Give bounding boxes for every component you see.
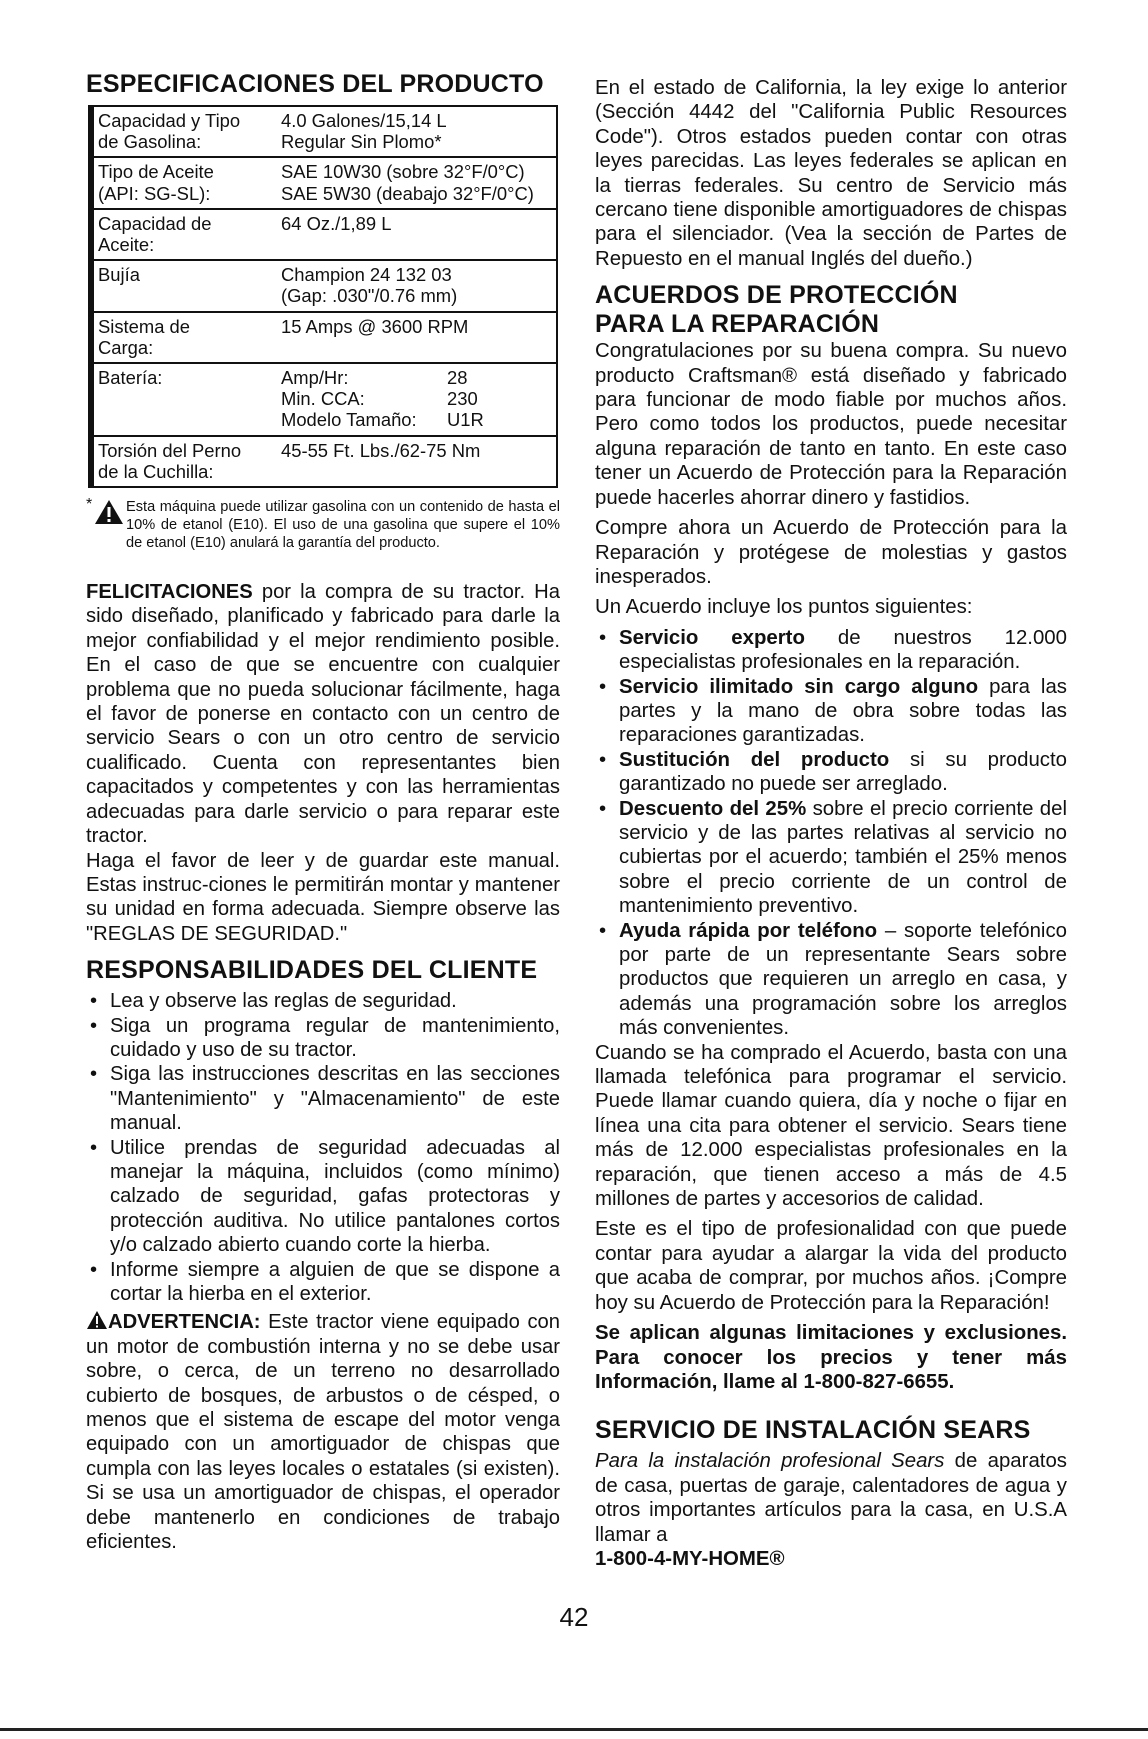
installation-italic: Para la instalación profesional Sears xyxy=(595,1450,945,1473)
spec-value-line: 45-55 Ft. Lbs./62-75 Nm xyxy=(281,439,481,461)
acuerdos-title: ACUERDOS DE PROTECCIÓN PARA LA REPARACIÓN xyxy=(595,281,958,339)
responsibility-item: • Informe siempre a alguien de que se dispone a cortar la hierba en el exterior. xyxy=(86,1258,560,1307)
spec-value xyxy=(277,363,557,436)
congrats-text: por la compra de su tractor. Ha sido diseñado, planificado y fabricado para darle la mejor confiabilidad y el mejor rendimiento posible. En el caso de que se encuentre con cualquier problema que no pueda solucionar fácilmente, haga el favor de ponerse en contacto con un centro de servicio Sears o con un otro centro de servicio cualificado. Cuenta con representantes bien capacitados y competentes y con las herramientas adecuadas para darle servicio o para reparar este tractor. xyxy=(86,581,560,848)
bottom-rule xyxy=(0,1728,1148,1731)
acuerdos-list xyxy=(595,626,1067,1041)
battery-spec-name: Modelo Tamaño: xyxy=(281,409,417,431)
spec-value-line: 15 Amps @ 3600 RPM xyxy=(281,315,469,337)
acuerdo-item-bold: Descuento del 25% xyxy=(619,797,807,820)
congrats-bold: FELICITACIONES xyxy=(86,581,253,604)
ethanol-footnote xyxy=(86,498,560,552)
spec-row xyxy=(91,363,557,436)
acuerdo-item xyxy=(595,797,1067,919)
acuerdo-item-text: para las partes y la mano de obra sobre todas las reparaciones garantizadas. xyxy=(619,675,1067,747)
responsibilities-title: RESPONSABILIDADES DEL CLIENTE xyxy=(86,956,538,985)
acuerdo-item xyxy=(595,748,1067,797)
footnote-text: Esta máquina puede utilizar gasolina con un contenido de hasta el 10% de etanol (E10). El uso de una gasolina que supere el 10% de etanol (E10) anulará la garantía del producto. xyxy=(126,499,560,552)
installation-paragraph xyxy=(595,1449,1067,1547)
acuerdos-buy-now: Compre ahora un Acuerdo de Protección para la Reparación y protégese de molestias y gastos inesperados. xyxy=(595,517,1067,588)
spec-label xyxy=(91,312,277,363)
battery-spec-name: Amp/Hr: xyxy=(281,367,349,389)
right-column xyxy=(595,70,1067,1571)
spec-row xyxy=(91,312,557,363)
congrats-paragraph xyxy=(86,580,560,848)
battery-spec-value: 230 xyxy=(447,388,478,410)
acuerdos-professional: Este es el tipo de profesionalidad con que puede contar para ayudar a alargar la vida del producto que acaba de comprar, por muchos años. ¡Compre hoy su Acuerdo de Protección para la Reparación! xyxy=(595,1218,1067,1314)
spec-value xyxy=(277,157,557,208)
spec-value xyxy=(277,106,557,157)
spec-value-line: (Gap: .030"/0.76 mm) xyxy=(281,285,458,307)
installation-phone: 1-800-4-MY-HOME® xyxy=(595,1547,785,1570)
acuerdos-call: Cuando se ha comprado el Acuerdo, basta con una llamada telefónica para programar el servicio. Puede llamar cuando quiera, día y noche o fijar en línea una cita para obtener el servicio. Sears tiene más de 12.000 especialistas profesionales en la reparación, que tienen acceso a más de 4.5 millones de partes y accesorios de calidad. xyxy=(595,1041,1067,1211)
spec-label xyxy=(91,209,277,260)
acuerdo-item-bold: Sustitución del producto xyxy=(619,748,890,771)
spec-row xyxy=(91,209,557,260)
spec-value xyxy=(277,436,557,487)
spec-label-line: de Gasolina: xyxy=(98,131,202,153)
battery-spec-value: U1R xyxy=(447,409,484,431)
specs-table xyxy=(88,105,558,488)
advertencia-heading: ADVERTENCIA: xyxy=(108,1311,261,1334)
page-number: 42 xyxy=(559,1602,589,1632)
acuerdo-item-text: de nuestros 12.000 especialistas profesionales en la reparación. xyxy=(619,626,1067,674)
spec-value xyxy=(277,209,557,260)
responsibility-item: • Utilice prendas de seguridad adecuadas al manejar la máquina, incluidos (como mínimo) calzado de seguridad, gafas protectoras y protección auditiva. No utilice pantalones cortos y/o calzado abierto cuando corte la hierba. xyxy=(86,1136,560,1258)
acuerdo-item-text: si su producto garantizado no puede ser arreglado. xyxy=(619,748,1067,796)
acuerdo-item xyxy=(595,919,1067,1041)
spec-label xyxy=(91,363,277,436)
installation-title: SERVICIO DE INSTALACIÓN SEARS xyxy=(595,1416,1031,1445)
spec-value-line: Regular Sin Plomo* xyxy=(281,131,442,153)
spec-row xyxy=(91,157,557,208)
spec-value-line: SAE 10W30 (sobre 32°F/0°C) xyxy=(281,161,525,183)
spec-label-line: Capacidad de xyxy=(98,212,212,234)
acuerdos-includes: Un Acuerdo incluye los puntos siguientes: xyxy=(595,596,973,619)
spec-label-line: de la Cuchilla: xyxy=(98,460,214,482)
responsibility-item: • Siga las instrucciones descritas en las secciones "Mantenimiento" y "Almacenamiento" de este manual. xyxy=(86,1062,560,1135)
spec-value xyxy=(277,312,557,363)
acuerdo-item-text: sobre el precio corriente del servicio y de las partes relativas al servicio no cubiertas por el acuerdo; también el 25% menos sobre el precio corriente de un control de mantenimiento preventivo. xyxy=(619,797,1067,918)
spec-label-line: (API: SG-SL): xyxy=(98,182,211,204)
responsibility-item: • Lea y observe las reglas de seguridad. xyxy=(86,989,560,1013)
spec-label-line: Capacidad y Tipo xyxy=(98,110,241,131)
acuerdo-item-bold: Servicio experto xyxy=(619,626,805,649)
battery-spec-value: 28 xyxy=(447,367,468,389)
acuerdo-item-bold: Ayuda rápida por teléfono xyxy=(619,919,878,942)
spec-label-line: Batería: xyxy=(98,367,163,389)
acuerdos-intro: Congratulaciones por su buena compra. Su nuevo producto Craftsman® está diseñado y fabricado para funcionar de modo fiable por muchos años. Pero como todos los productos, puede necesitar alguna reparación de tanto en tanto. En este caso tener un Acuerdo de Protección para la Reparación puede hacerles ahorrar dinero y fastidios. xyxy=(595,340,1067,509)
read-manual-paragraph: Haga el favor de leer y de guardar este manual. Estas instruc-ciones le permitirán montar y mantener su unidad en forma adecuada. Siempre observe las "REGLAS DE SEGURIDAD." xyxy=(86,849,560,945)
responsibility-item: • Siga un programa regular de mantenimiento, cuidado y uso de su tractor. xyxy=(86,1014,560,1063)
spec-label-line: Sistema de xyxy=(98,315,190,337)
acuerdo-item xyxy=(595,675,1067,748)
spec-value-line: Champion 24 132 03 xyxy=(281,264,452,286)
battery-spec-name: Min. CCA: xyxy=(281,388,365,410)
spec-value xyxy=(277,260,557,311)
spec-value-line: SAE 5W30 (deabajo 32°F/0°C) xyxy=(281,182,534,204)
acuerdo-item-bold: Servicio ilimitado sin cargo alguno xyxy=(619,675,979,698)
spec-label xyxy=(91,260,277,311)
spec-value-line: 4.0 Galones/15,14 L xyxy=(281,110,447,131)
california-paragraph: En el estado de California, la ley exige lo anterior (Sección 4442 del "California Public Resources Code"). Otros estados pueden contar con otras leyes parecidas. Las leyes federales se aplican en la tierras federales. Su centro de Servicio más cercano tiene disponible amortiguadores de chispas para el silenciador. (Vea la sección de Partes de Repuesto en el manual Inglés del dueño.) xyxy=(595,77,1067,270)
spec-row xyxy=(91,106,557,157)
advertencia-paragraph xyxy=(86,1310,560,1554)
acuerdos-limitations: Se aplican algunas limitaciones y exclusiones. Para conocer los precios y tener más Información, llame al 1-800-827-6655. xyxy=(595,1322,1067,1393)
specs-title: ESPECIFICACIONES DEL PRODUCTO xyxy=(86,70,544,98)
spec-label-line: Carga: xyxy=(98,336,154,358)
spec-row xyxy=(91,260,557,311)
spec-label xyxy=(91,436,277,487)
left-column xyxy=(86,70,560,1554)
warning-triangle-icon xyxy=(86,498,126,552)
spec-label-line: Tipo de Aceite xyxy=(98,161,214,183)
advertencia-text: Este tractor viene equipado con un motor de combustión interna y no se debe usar sobre, o cerca, de un terreno no desarrollado cubierto de bosques, de arbustos o de césped, o menos que el sistema de escape del motor venga equipado con un amortiguador de chispas que cumpla con las leyes locales o estatales (si existen). Si se usa un amortiguador de chispas, el operador debe mantenerlo en condiciones de trabajo eficientes. xyxy=(86,1311,560,1554)
spec-label-line: Bujía xyxy=(98,264,140,286)
spec-label xyxy=(91,106,277,157)
spec-value-line: 64 Oz./1,89 L xyxy=(281,212,392,234)
spec-label-line: Aceite: xyxy=(98,234,155,256)
spec-label-line: Torsión del Perno xyxy=(98,439,242,461)
responsibilities-list xyxy=(86,989,560,1306)
spec-row xyxy=(91,436,557,487)
acuerdo-item-text: – soporte telefónico por parte de un representante Sears sobre productos que requieren un arreglo en casa, y además una programación sobre los arreglos más convenientes. xyxy=(619,919,1067,1040)
installation-text: de aparatos de casa, puertas de garaje, calentadores de agua y otros importantes artículos para la casa, en U.S.A llamar a xyxy=(595,1450,1067,1546)
footnote-star: * xyxy=(86,496,93,514)
spec-label xyxy=(91,157,277,208)
acuerdo-item xyxy=(595,626,1067,675)
warning-triangle-icon xyxy=(86,1310,108,1330)
